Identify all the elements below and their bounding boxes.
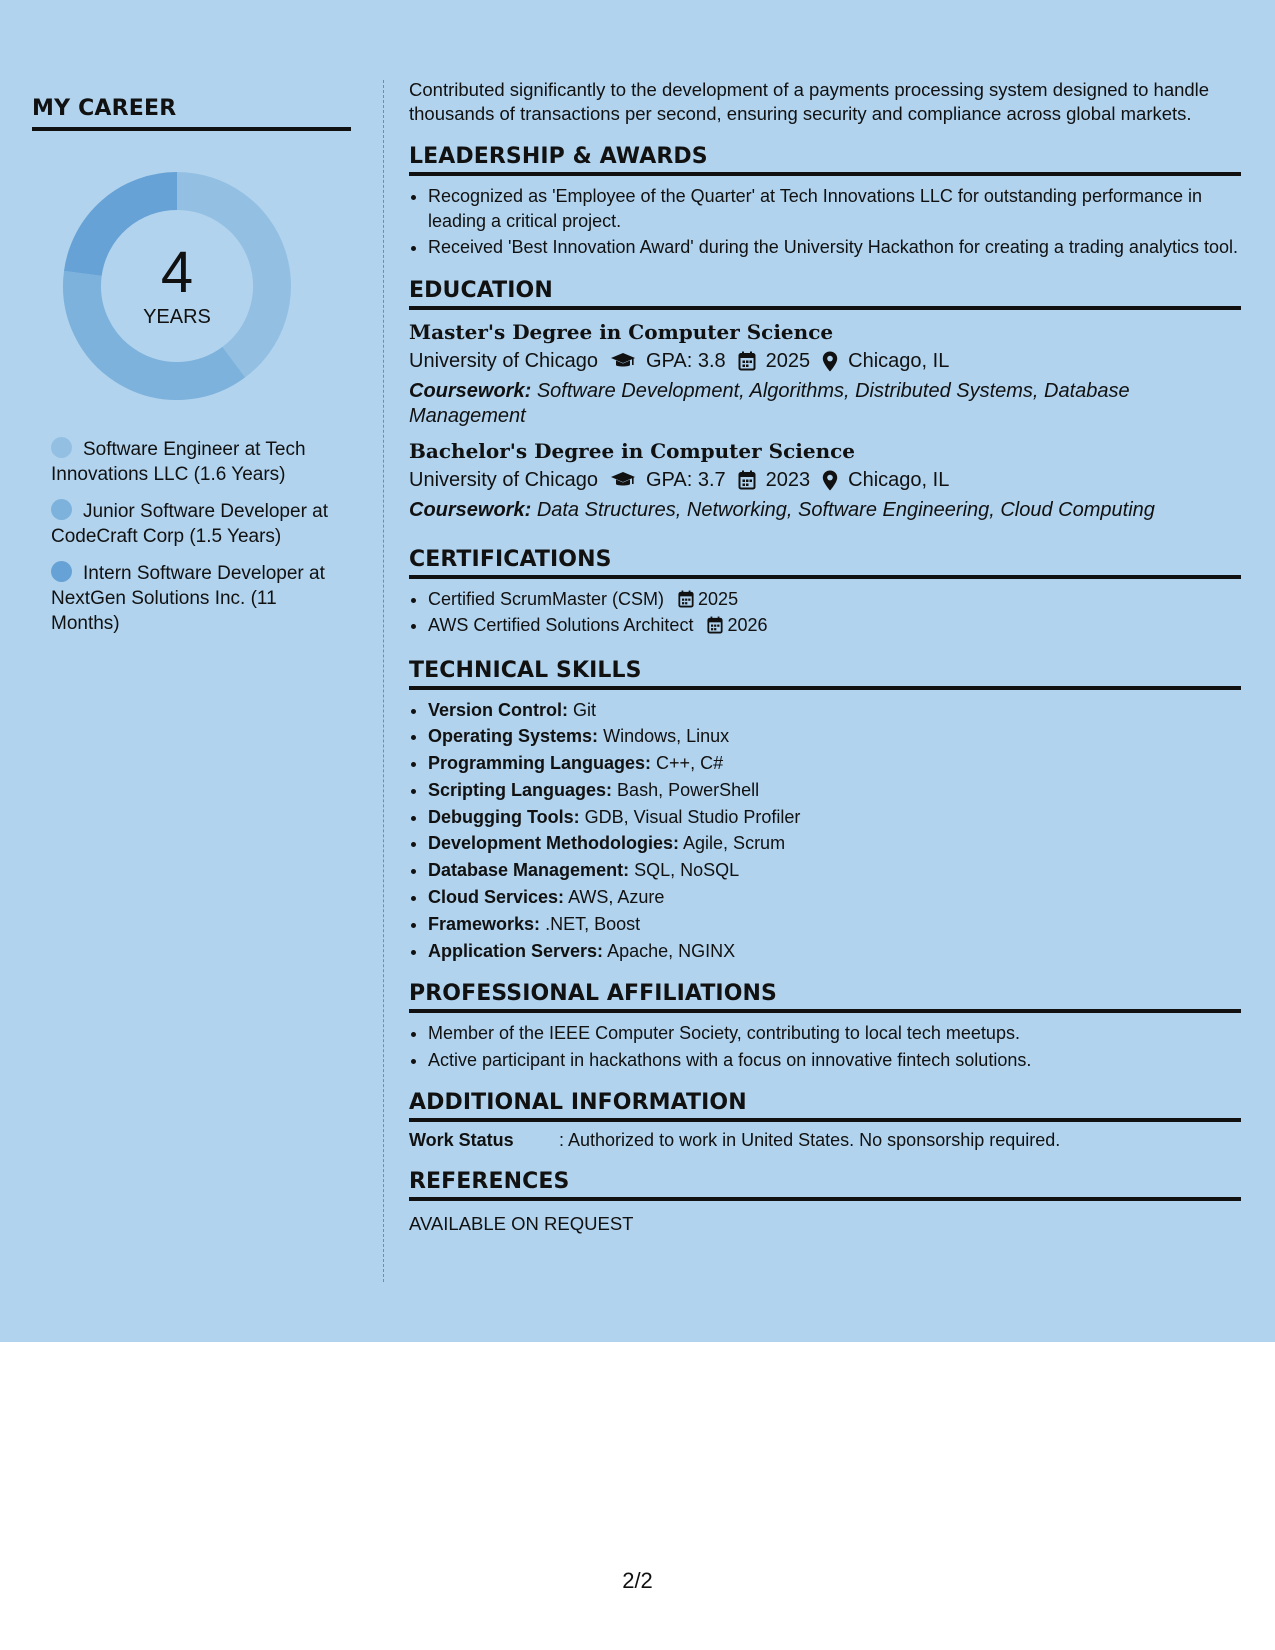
career-legend bbox=[51, 437, 341, 636]
section-title-references: REFERENCES bbox=[409, 1169, 1241, 1201]
certification bbox=[428, 613, 768, 638]
column-divider bbox=[383, 80, 384, 1282]
coursework-label: Coursework: bbox=[409, 498, 532, 521]
section-title-additional: ADDITIONAL INFORMATION bbox=[409, 1090, 1241, 1122]
skill-item bbox=[428, 805, 1241, 830]
certification bbox=[428, 587, 738, 612]
skill-item bbox=[428, 698, 1241, 723]
skill-label: Debugging Tools: bbox=[428, 806, 580, 827]
graduation-cap-icon bbox=[610, 471, 636, 489]
skill-value: GDB, Visual Studio Profiler bbox=[584, 806, 801, 827]
education-entry bbox=[409, 320, 1241, 429]
school-name: University of Chicago bbox=[409, 349, 598, 372]
legend-dot-icon bbox=[51, 499, 72, 520]
work-status-value: : Authorized to work in United States. No sponsorship required. bbox=[559, 1130, 1061, 1151]
coursework bbox=[409, 379, 1241, 429]
skill-item bbox=[428, 858, 1241, 883]
leadership-list bbox=[409, 184, 1241, 260]
legend-label: Junior Software Developer at CodeCraft Corp (1.5 Years) bbox=[51, 501, 329, 547]
legend-item bbox=[51, 499, 341, 549]
list-item: • Member of the IEEE Computer Society, contributing to local tech meetups. bbox=[428, 1021, 1241, 1046]
calendar-icon bbox=[738, 351, 756, 371]
affiliations-list bbox=[409, 1021, 1241, 1072]
location-pin-icon bbox=[822, 470, 838, 491]
list-item: • Received 'Best Innovation Award' during the University Hackathon for creating a trading analytics tool. bbox=[428, 235, 1241, 260]
legend-label: Software Engineer at Tech Innovations LLC (1.6 Years) bbox=[51, 439, 306, 485]
references-text: AVAILABLE ON REQUEST bbox=[409, 1213, 634, 1235]
degree-location: Chicago, IL bbox=[848, 349, 950, 372]
career-donut-chart bbox=[62, 171, 292, 401]
skill-label: Programming Languages: bbox=[428, 753, 652, 774]
skill-label: Version Control: bbox=[428, 699, 569, 720]
location-pin-icon bbox=[822, 351, 838, 372]
skill-item bbox=[428, 724, 1241, 749]
skill-label: Database Management: bbox=[428, 860, 630, 881]
degree-meta bbox=[409, 350, 1241, 373]
skill-value: Git bbox=[573, 699, 597, 720]
gpa: GPA: 3.8 bbox=[645, 349, 726, 372]
calendar-icon bbox=[738, 470, 756, 490]
main-content bbox=[409, 78, 1241, 1235]
certification-name: • Certified ScrumMaster (CSM) bbox=[428, 588, 665, 609]
list-item bbox=[428, 587, 1241, 612]
skill-value: .NET, Boost bbox=[545, 913, 641, 934]
degree-year: 2023 bbox=[765, 468, 811, 491]
skill-value: AWS, Azure bbox=[568, 887, 665, 908]
section-title-affiliations: PROFESSIONAL AFFILIATIONS bbox=[409, 981, 1241, 1013]
donut-center bbox=[62, 171, 292, 401]
degree-location: Chicago, IL bbox=[848, 468, 950, 491]
skill-label: Cloud Services: bbox=[428, 887, 565, 908]
section-title-leadership: LEADERSHIP & AWARDS bbox=[409, 144, 1241, 176]
coursework-label: Coursework: bbox=[409, 379, 532, 402]
total-years-value: 4 bbox=[160, 239, 194, 305]
work-status-row bbox=[409, 1130, 1241, 1151]
skill-value: Apache, NGINX bbox=[607, 940, 736, 961]
skill-value: C++, C# bbox=[656, 753, 724, 774]
coursework-text: Data Structures, Networking, Software Engineering, Cloud Computing bbox=[536, 498, 1155, 521]
list-item: • Active participant in hackathons with a focus on innovative fintech solutions. bbox=[428, 1048, 1241, 1073]
skill-item bbox=[428, 751, 1241, 776]
legend-dot-icon bbox=[51, 561, 72, 582]
list-item bbox=[428, 613, 1241, 638]
certification-year: 2026 bbox=[727, 615, 768, 635]
degree-title: Bachelor's Degree in Computer Science bbox=[409, 438, 856, 463]
skill-label: Operating Systems: bbox=[428, 726, 599, 747]
career-sidebar bbox=[32, 96, 351, 648]
skill-value: Bash, PowerShell bbox=[617, 779, 760, 800]
gpa: GPA: 3.7 bbox=[645, 468, 726, 491]
education-entry bbox=[409, 439, 1241, 523]
skill-label: Application Servers: bbox=[428, 940, 604, 961]
total-years-unit: YEARS bbox=[143, 305, 211, 328]
career-title: MY CAREER bbox=[32, 96, 351, 131]
skill-item bbox=[428, 778, 1241, 803]
calendar-icon bbox=[707, 616, 723, 634]
skill-value: Agile, Scrum bbox=[683, 833, 786, 854]
skill-label: Scripting Languages: bbox=[428, 779, 613, 800]
skill-label: Development Methodologies: bbox=[428, 833, 680, 854]
degree-title: Master's Degree in Computer Science bbox=[409, 319, 834, 344]
legend-label: Intern Software Developer at NextGen Solutions Inc. (11 Months) bbox=[51, 563, 325, 634]
certification-name: • AWS Certified Solutions Architect bbox=[428, 615, 694, 635]
degree-meta bbox=[409, 469, 1241, 492]
list-item: • Recognized as 'Employee of the Quarter' at Tech Innovations LLC for outstanding performance in leading a critical project. bbox=[428, 184, 1241, 233]
skill-label: Frameworks: bbox=[428, 913, 541, 934]
skill-value: Windows, Linux bbox=[603, 726, 730, 747]
skill-item bbox=[428, 939, 1241, 964]
skill-item bbox=[428, 831, 1241, 856]
legend-item bbox=[51, 561, 341, 636]
section-title-skills: TECHNICAL SKILLS bbox=[409, 658, 1241, 690]
section-title-certifications: CERTIFICATIONS bbox=[409, 547, 1241, 579]
skill-item bbox=[428, 912, 1241, 937]
graduation-cap-icon bbox=[610, 352, 636, 370]
degree-year: 2025 bbox=[765, 349, 811, 372]
section-title-education: EDUCATION bbox=[409, 278, 1241, 310]
skills-list bbox=[409, 698, 1241, 964]
page-number: 2/2 bbox=[622, 1568, 653, 1593]
school-name: University of Chicago bbox=[409, 468, 598, 491]
calendar-icon bbox=[678, 590, 694, 608]
skill-value: SQL, NoSQL bbox=[634, 860, 740, 881]
work-status-label: Work Status bbox=[409, 1130, 514, 1151]
legend-item bbox=[51, 437, 341, 487]
coursework bbox=[409, 498, 1241, 523]
coursework-text: Software Development, Algorithms, Distributed Systems, Database Management bbox=[409, 379, 1130, 427]
certifications-list bbox=[409, 587, 1241, 638]
legend-dot-icon bbox=[51, 437, 72, 458]
certification-year: 2025 bbox=[698, 588, 739, 609]
skill-item bbox=[428, 885, 1241, 910]
intro-paragraph: Contributed significantly to the development of a payments processing system designed to handle thousands of transactions per second, ensuring security and compliance across global markets. bbox=[409, 79, 1210, 124]
